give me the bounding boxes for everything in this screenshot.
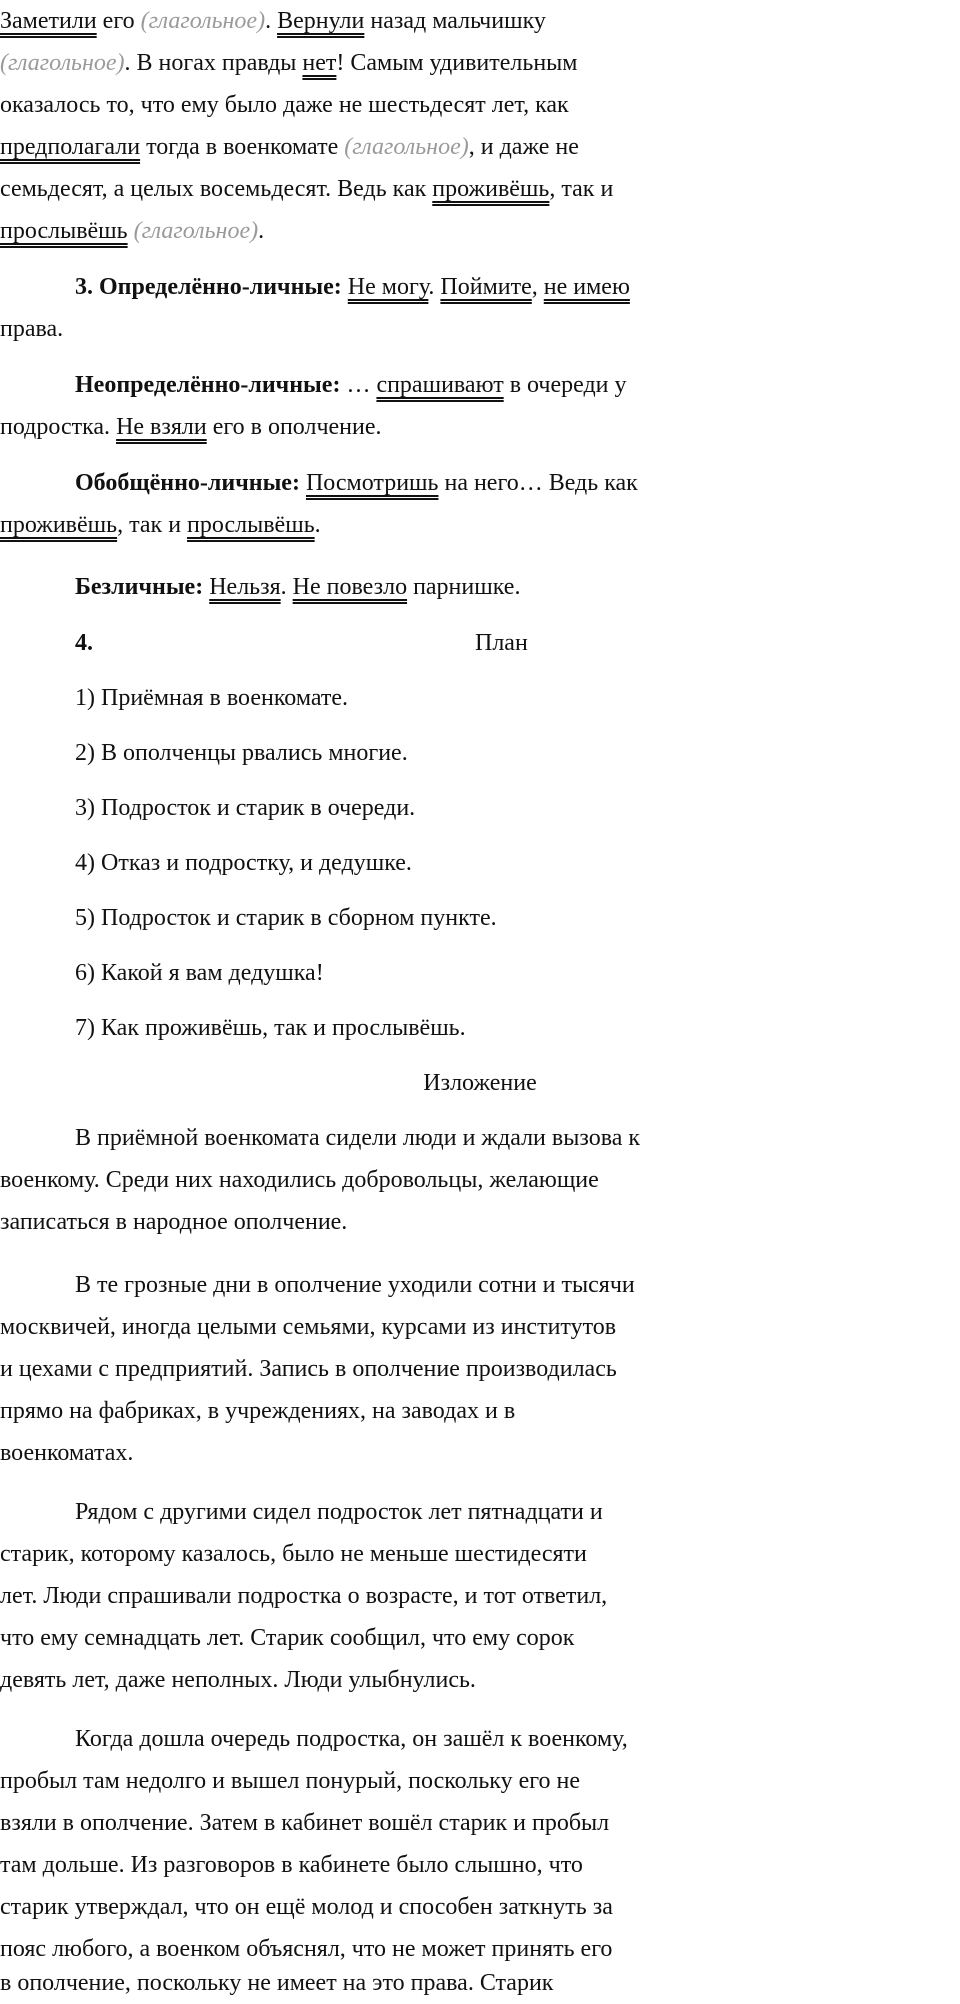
text-span: Когда дошла очередь подростка, он зашёл к военкому, (75, 1726, 628, 1752)
predicate-underlined: Вернули (277, 8, 365, 34)
plan-item (75, 897, 960, 939)
predicate-underlined: Заметили (0, 8, 97, 34)
text-span: , (531, 274, 544, 300)
text-span: и цехами с предприятий. Запись в ополчение производилась (0, 1356, 617, 1382)
text-span: военкоматах. (0, 1440, 134, 1466)
text-line (0, 1159, 960, 1201)
text-line (75, 1117, 960, 1159)
text-span: военкому. Среди них находились добровольцы, желающие (0, 1167, 599, 1193)
text-span: в очереди у (503, 372, 627, 398)
text-span: , и даже не (468, 134, 579, 160)
text-line (0, 308, 960, 350)
section-heading: 4. (75, 630, 93, 656)
text-span: пояс любого, а военком объяснял, что не может принять его (0, 1936, 613, 1962)
text-span: подростка. (0, 414, 117, 440)
predicate-underlined: проживёшь (0, 512, 118, 538)
text-line (0, 1886, 960, 1928)
text-line (75, 462, 960, 504)
predicate-underlined: нет (302, 50, 337, 76)
text-span: В приёмной военкомата сидели люди и ждали вызова к (75, 1125, 641, 1151)
predicate-underlined: Не взяли (116, 414, 207, 440)
text-span: семьдесят, а целых восемьдесят. Ведь как (0, 176, 433, 202)
plan-title (475, 622, 960, 664)
predicate-underlined: Посмотришь (305, 470, 439, 496)
section-heading: Безличные: (75, 574, 204, 600)
plan-item (75, 732, 960, 774)
text-span: , так и (117, 512, 188, 538)
text-line (0, 1432, 960, 1474)
predicate-underlined: Нельзя (209, 574, 281, 600)
text-span: девять лет, даже неполных. Люди улыбнулись. (0, 1667, 476, 1693)
text-line (0, 1306, 960, 1348)
section-heading: Обобщённо-личные: (75, 470, 300, 496)
text-span: москвичей, иногда целыми семьями, курсами из институтов (0, 1314, 617, 1340)
text-line (0, 1390, 960, 1432)
text-span: старик, которому казалось, было не меньше шестидесяти (0, 1541, 587, 1567)
text-span: 2) В ополченцы рвались многие. (75, 740, 408, 766)
text-line (75, 1264, 960, 1306)
text-span: лет. Люди спрашивали подростка о возрасте, и тот ответил, (0, 1583, 608, 1609)
text-span: пробыл там недолго и вышел понурый, поскольку его не (0, 1768, 580, 1794)
gray-annotation: (глагольное) (140, 8, 266, 34)
text-span: назад мальчишку (364, 8, 546, 34)
text-span: оказалось то, что ему было даже не шестьдесят лет, как (0, 92, 569, 118)
gray-annotation: (глагольное) (344, 134, 469, 160)
text-line (0, 504, 960, 546)
text-span: ! Самым удивительным (336, 50, 578, 76)
text-span: записаться в народное ополчение. (0, 1209, 348, 1235)
text-line (0, 1962, 960, 2004)
section-heading: Неопределённо-личные: (75, 372, 341, 398)
text-line (75, 1491, 960, 1533)
text-line (0, 1348, 960, 1390)
text-span: , так и (549, 176, 614, 202)
predicate-underlined: не имею (543, 274, 630, 300)
text-span: 5) Подросток и старик в сборном пункте. (75, 905, 497, 931)
text-span: его в ополчение. (206, 414, 382, 440)
text-span: тогда в военкомате (140, 134, 345, 160)
text-line (0, 84, 960, 126)
text-line (0, 0, 960, 42)
text-span: 1) Приёмная в военкомате. (75, 685, 349, 711)
text-span: План (475, 630, 528, 656)
text-line (0, 42, 960, 84)
plan-item (75, 677, 960, 719)
text-line (0, 210, 960, 252)
text-span: что ему семнадцать лет. Старик сообщил, что ему сорок (0, 1625, 575, 1651)
text-line (0, 1533, 960, 1575)
text-span: В те грозные дни в ополчение уходили сотни и тысячи (75, 1272, 635, 1298)
plan-item (75, 1007, 960, 1049)
text-span: его (96, 8, 141, 34)
predicate-underlined: прослывёшь (0, 218, 128, 244)
gray-annotation: (глагольное) (133, 218, 259, 244)
text-span: 6) Какой я вам дедушка! (75, 960, 324, 986)
text-span: … (340, 372, 377, 398)
text-span: старик утверждал, что он ещё молод и способен заткнуть за (0, 1894, 613, 1920)
text-line (0, 126, 960, 168)
predicate-underlined: Не повезло (292, 574, 408, 600)
text-line (0, 1844, 960, 1886)
text-line (75, 566, 960, 608)
predicate-underlined: прослывёшь (187, 512, 315, 538)
gray-annotation: (глагольное) (0, 50, 125, 76)
text-span: . (314, 512, 321, 538)
text-span: Изложение (423, 1070, 537, 1096)
text-span: . (258, 218, 265, 244)
text-span: . В ногах правды (124, 50, 303, 76)
text-span: на него… Ведь как (438, 470, 638, 496)
predicate-underlined: спрашивают (376, 372, 504, 398)
text-span: 3) Подросток и старик в очереди. (75, 795, 416, 821)
text-line (0, 1659, 960, 1701)
section-heading: 3. Определённо-личные: (75, 274, 342, 300)
essay-title (0, 1062, 960, 1104)
text-span: там дольше. Из разговоров в кабинете было слышно, что (0, 1852, 583, 1878)
text-span: . (428, 274, 441, 300)
text-line (75, 364, 960, 406)
text-line (0, 1802, 960, 1844)
text-span: прямо на фабриках, в учреждениях, на заводах и в (0, 1398, 516, 1424)
text-span: . (280, 574, 293, 600)
predicate-underlined: Поймите (440, 274, 532, 300)
text-span: Рядом с другими сидел подросток лет пятнадцати и (75, 1499, 603, 1525)
text-span: . (265, 8, 278, 34)
plan-item (75, 952, 960, 994)
predicate-underlined: проживёшь (432, 176, 550, 202)
text-span: взяли в ополчение. Затем в кабинет вошёл старик и пробыл (0, 1810, 610, 1836)
text-line (75, 266, 960, 308)
text-line (0, 168, 960, 210)
text-line (0, 1575, 960, 1617)
text-span: права. (0, 316, 64, 342)
predicate-underlined: Не могу (347, 274, 429, 300)
text-line (75, 1718, 960, 1760)
text-span: парнишке. (407, 574, 521, 600)
predicate-underlined: предполагали (0, 134, 141, 160)
text-span: 7) Как проживёшь, так и прослывёшь. (75, 1015, 466, 1041)
text-line (0, 406, 960, 448)
text-span: 4) Отказ и подростку, и дедушке. (75, 850, 412, 876)
text-span: в ополчение, поскольку не имеет на это права. Старик (0, 1970, 554, 1996)
text-line (0, 1201, 960, 1243)
plan-item (75, 842, 960, 884)
plan-item (75, 787, 960, 829)
text-line (0, 1617, 960, 1659)
text-line (0, 1760, 960, 1802)
